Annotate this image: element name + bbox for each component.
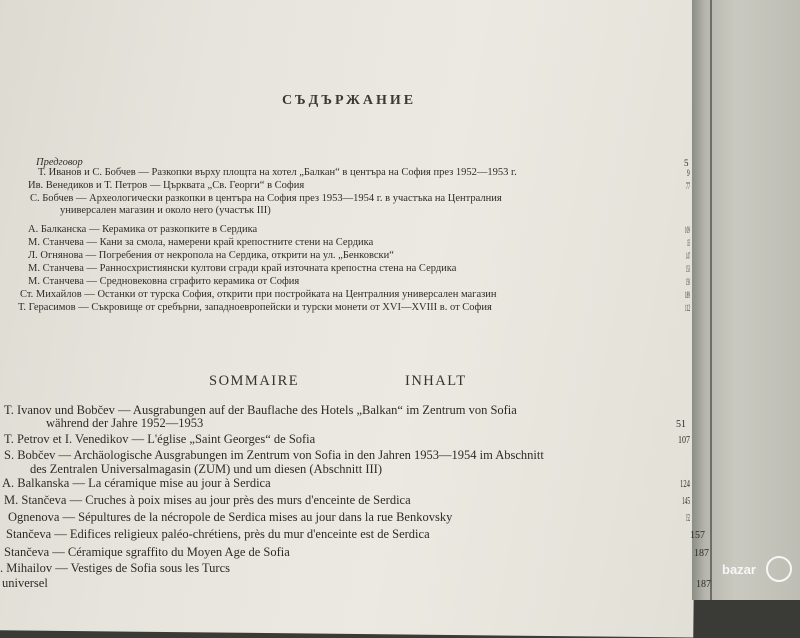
entry-text: universel: [2, 576, 48, 590]
entry-text: Stančeva — Edifices religieux paléo-chrétiens, près du mur d'enceinte est de Serdica: [6, 527, 430, 541]
entry-text: Т. Иванов и С. Бобчев — Разкопки върху площта на хотел „Балкан“ в центъра на София през 1952—1953 г.: [38, 167, 517, 178]
entry-text: универсален магазин и около него (участък III): [60, 205, 271, 216]
entry-page-number: 5: [684, 158, 689, 168]
entry-text: Ognenova — Sépultures de la nécropole de Serdica mises au jour dans la rue Benkovsky: [8, 510, 453, 524]
contents-title: СЪДЪРЖАНИЕ: [282, 93, 417, 108]
contents-entry: [28, 276, 299, 288]
sommaire-entry: [4, 432, 315, 446]
entry-text: A. Balkanska — La céramique mise au jour à Serdica: [2, 476, 271, 490]
entry-text: М. Станчева — Средновековна сграфито керамика от София: [28, 276, 300, 287]
entry-text: Ст. Михайлов — Останки от турска София, открити при постройката на Централния универсален магазин: [20, 289, 497, 300]
entry-page-number: 189: [685, 290, 690, 300]
sommaire-entry: [4, 545, 290, 559]
sommaire-entry: [0, 561, 230, 575]
entry-text: während der Jahre 1952—1953: [46, 416, 204, 430]
entry-text: А. Балканска — Керамика от разкопките в Сердика: [28, 224, 258, 235]
entry-page-number: 112: [685, 303, 691, 313]
inhalt-heading: INHALT: [405, 373, 467, 389]
entry-text: Л. Огнянова — Погребения от некропола на Сердика, открити на ул. „Бенковски“: [28, 250, 394, 261]
entry-page-number: 152: [686, 513, 691, 524]
sommaire-heading: SOMMAIRE: [209, 373, 300, 389]
entry-text: des Zentralen Universalmagasin (ZUM) und um diesen (Abschnitt III): [30, 462, 382, 476]
entry-page-number: 107: [678, 435, 690, 446]
entry-page-number: 187: [694, 548, 709, 559]
watermark-icon: [766, 556, 792, 582]
entry-page-number: 153: [686, 264, 690, 274]
sommaire-entry: [2, 476, 271, 490]
contents-entry: [28, 180, 304, 192]
entry-text: T. Petrov et I. Venedikov — L'église „Saint Georges“ de Sofia: [4, 432, 316, 446]
sommaire-entry: [8, 510, 452, 524]
entry-page-number: 109: [685, 225, 690, 235]
watermark-text: bazar: [722, 562, 756, 577]
contents-entry: [28, 224, 257, 236]
contents-entry: [18, 302, 492, 314]
sommaire-entry: [4, 403, 517, 417]
entry-text: S. Bobčev — Archäologische Ausgrabungen im Zentrum von Sofia in den Jahren 1953—1954 im Abschnitt: [4, 448, 544, 462]
sommaire-entry: [2, 576, 48, 590]
entry-text: . Mihailov — Vestiges de Sofia sous les Turcs: [0, 561, 230, 575]
entry-page-number: 145: [682, 496, 690, 507]
sommaire-entry: [4, 448, 544, 462]
contents-entry: [28, 263, 456, 275]
entry-text: М. Станчева — Кани за смола, намерени край крепостните стени на Сердика: [28, 237, 374, 248]
entry-page-number: 124: [680, 479, 691, 490]
entry-page-number: 159: [686, 277, 690, 287]
contents-entry: [28, 237, 373, 249]
contents-entry: [20, 289, 497, 301]
entry-text: Ив. Венедиков и Т. Петров — Църквата „Св. Георги“ в София: [28, 180, 305, 191]
contents-entry: [28, 250, 394, 262]
entry-text: С. Бобчев — Археологически разкопки в центъра на София през 1953—1954 г. в участъка на Централния: [30, 193, 502, 204]
entry-page-number: 147: [686, 251, 690, 261]
sommaire-entry: [30, 462, 382, 476]
entry-text: Т. Герасимов — Съкровище от сребърни, западноевропейски и турски монети от XVI—XVIII в. от София: [18, 302, 492, 313]
entry-text: T. Ivanov und Bobčev — Ausgrabungen auf der Bauflache des Hotels „Balkan“ im Zentrum von Sofia: [4, 403, 517, 417]
entry-page-number: 157: [690, 530, 705, 541]
entry-page-number: 51: [676, 419, 686, 430]
entry-text: М. Станчева — Ранносхристиянски култови сгради край източната крепостна стена на Сердика: [28, 263, 457, 274]
contents-entry: [60, 205, 271, 217]
entry-text: Предговор: [36, 157, 83, 168]
contents-entry: [38, 167, 517, 179]
entry-text: Stančeva — Céramique sgraffito du Moyen Age de Sofia: [4, 545, 290, 559]
entry-page-number: 77: [686, 181, 690, 191]
watermark: [722, 556, 792, 590]
entry-text: M. Stančeva — Cruches à poix mises au jour près des murs d'enceinte de Serdica: [4, 493, 411, 507]
entry-page-number: 9: [687, 168, 690, 178]
sommaire-entry: [6, 527, 430, 541]
entry-page-number: 187: [696, 579, 711, 590]
entry-page-number: 135: [687, 238, 690, 248]
sommaire-entry: [4, 493, 411, 507]
contents-entry: [30, 193, 502, 205]
sommaire-entry: [46, 416, 203, 430]
